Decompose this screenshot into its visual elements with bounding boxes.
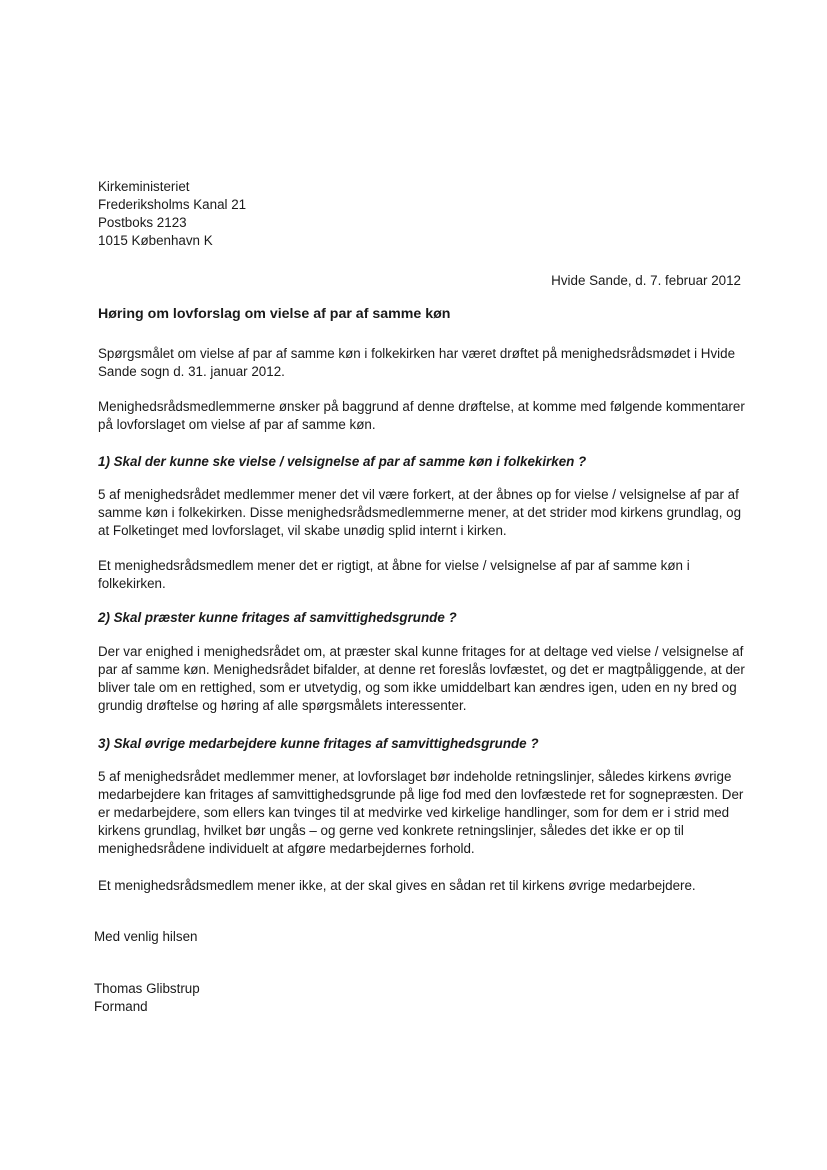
- recipient-city: 1015 København K: [98, 233, 213, 248]
- paragraph-text: Spørgsmålet om vielse af par af samme køn i folkekirken har været drøftet på menighedsrådsmødet i Hvide Sande sogn d. 31. januar 2012.: [98, 346, 736, 379]
- paragraph-text: Et menighedsrådsmedlem mener ikke, at der skal gives en sådan ret til kirkens øvrige medarbejdere.: [98, 878, 696, 893]
- closing-greeting: Med venlig hilsen: [94, 929, 198, 944]
- section-3-paragraph-1: [98, 768, 746, 858]
- date-line: Hvide Sande, d. 7. februar 2012: [551, 273, 741, 288]
- recipient-pobox: Postboks 2123: [98, 215, 187, 230]
- question-1-heading: 1) Skal der kunne ske vielse / velsignelse af par af samme køn i folkekirken ?: [98, 454, 587, 469]
- recipient-address: [98, 178, 498, 250]
- recipient-name: Kirkeministeriet: [98, 179, 190, 194]
- intro-paragraph-2: [98, 398, 746, 434]
- section-1-paragraph-2: [98, 557, 746, 593]
- paragraph-text: 5 af menighedsrådet medlemmer mener, at lovforslaget bør indeholde retningslinjer, således kirkens øvrige medarbejdere kan fritages af samvittighedsgrunde på lige fod med den lovfæstede ret for sognepræsten. Der er medarbejdere, som ellers kan tvinges til at medvirke ved kirkelige handlinger, som for dem er i strid med kirkens grundlag, hvilket bør ungås – og gerne ved konkrete retningslinjer, således det ikke er op til menighedsrådene individuelt at afgøre medarbejdernes forhold.: [98, 769, 744, 856]
- signature-name: Thomas Glibstrup: [94, 981, 200, 996]
- section-1-paragraph-1: [98, 486, 746, 540]
- letter-subject: Høring om lovforslag om vielse af par af samme køn: [98, 306, 451, 322]
- question-3-heading: 3) Skal øvrige medarbejdere kunne fritages af samvittighedsgrunde ?: [98, 736, 539, 751]
- intro-paragraph-1: [98, 345, 746, 381]
- paragraph-text: Et menighedsrådsmedlem mener det er rigtigt, at åbne for vielse / velsignelse af par af samme køn i folkekirken.: [98, 558, 690, 591]
- paragraph-text: Der var enighed i menighedsrådet om, at præster skal kunne fritages for at deltage ved vielse / velsignelse af par af samme køn. Menighedsrådet bifalder, at denne ret foreslås lovfæstet, og det er magtpåliggende, at der bliver tale om en rettighed, som er utvetydig, og som ikke umiddelbart kan ændres igen, uden en ny bred og grundig drøftelse og høring af alle spørgsmålets interessenter.: [98, 644, 745, 713]
- paragraph-text: Menighedsrådsmedlemmerne ønsker på baggrund af denne drøftelse, at komme med følgende kommentarer på lovforslaget om vielse af par af samme køn.: [98, 399, 745, 432]
- signature-title: Formand: [94, 999, 148, 1014]
- paragraph-text: 5 af menighedsrådet medlemmer mener det vil være forkert, at der åbnes op for vielse / velsignelse af par af samme køn i folkekirken. Disse menighedsrådsmedlemmerne mener, at det strider mod kirkens grundlag, og at Folketinget med lovforslaget, vil skabe unødig splid internt i kirken.: [98, 487, 742, 538]
- signature-block: [94, 980, 200, 1016]
- recipient-street: Frederiksholms Kanal 21: [98, 197, 247, 212]
- section-2-paragraph-1: [98, 643, 746, 715]
- question-2-heading: 2) Skal præster kunne fritages af samvittighedsgrunde ?: [98, 610, 457, 625]
- section-3-paragraph-2: [98, 877, 746, 895]
